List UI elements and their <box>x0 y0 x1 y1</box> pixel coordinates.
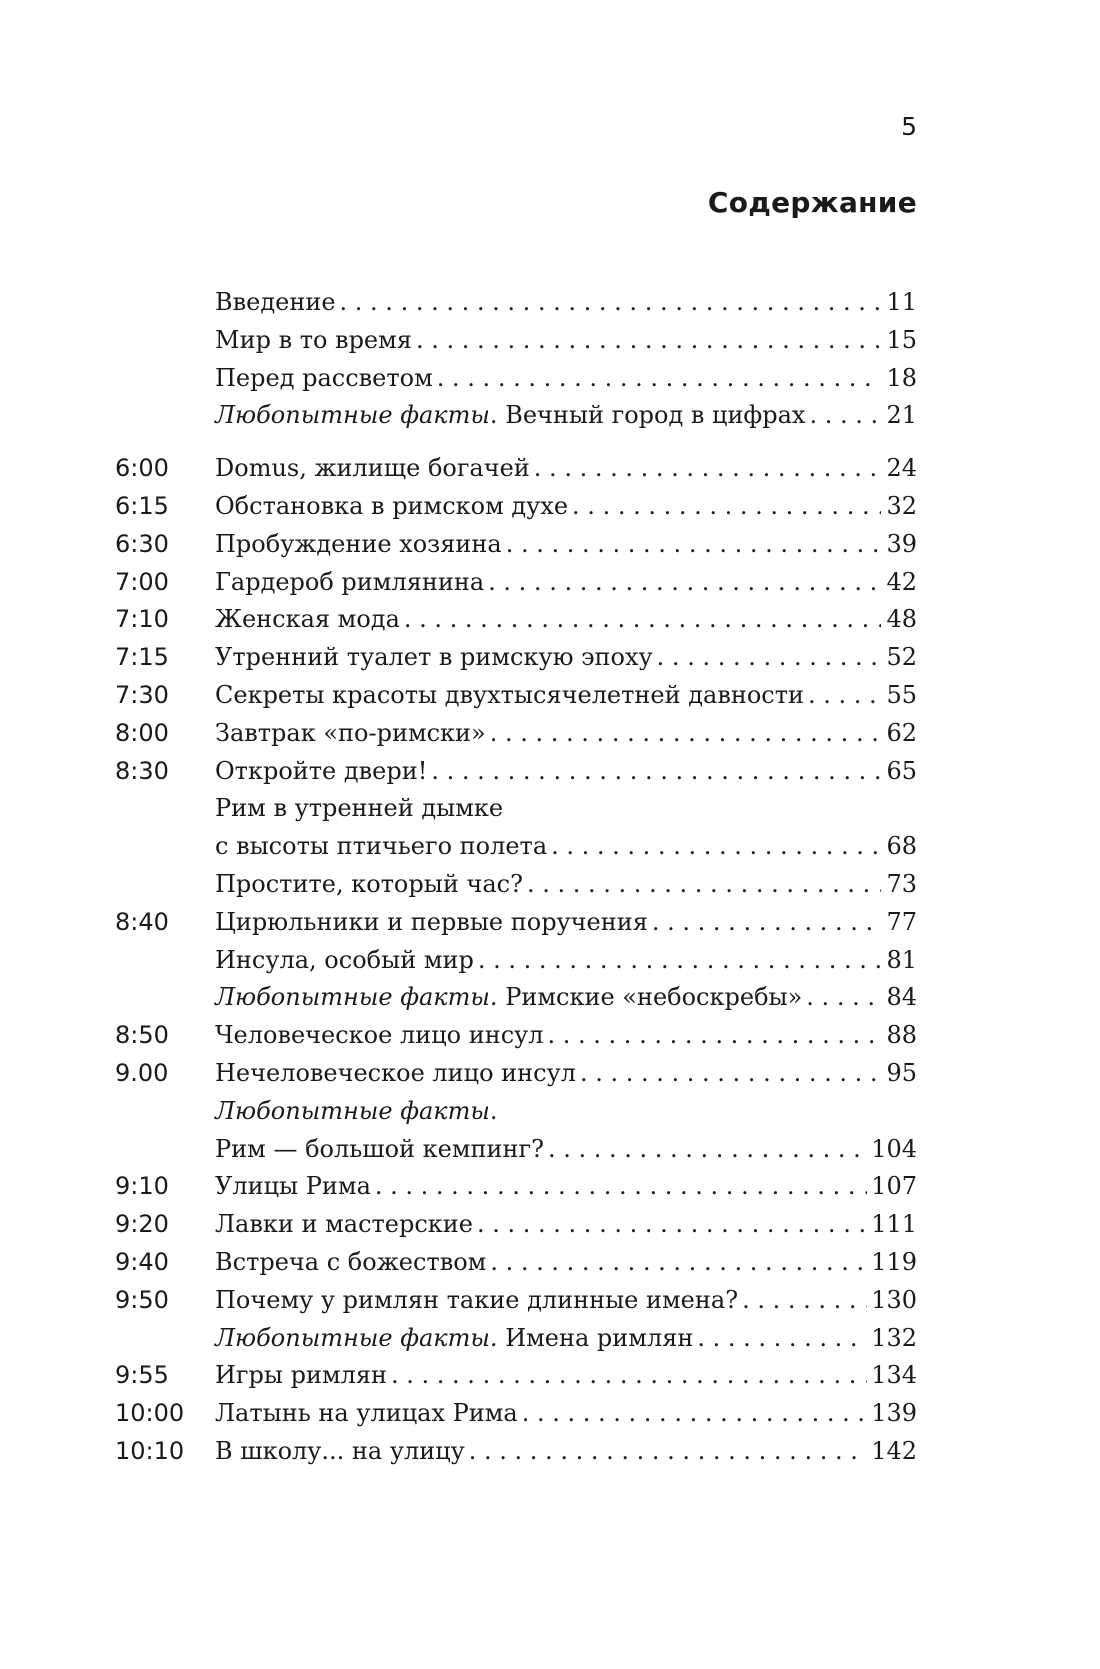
toc-entry-page: 65 <box>886 756 917 785</box>
toc-entry-title <box>215 1168 371 1206</box>
dot-leader <box>580 1055 881 1093</box>
toc-entry-title <box>215 1206 473 1244</box>
toc-entry-page: 77 <box>886 907 917 936</box>
toc-entry-time: 10:10 <box>115 1436 185 1465</box>
toc-entry <box>115 1357 917 1395</box>
toc-entry-text: Нечеловеческое лицо инсул <box>215 1058 576 1087</box>
toc-entry <box>115 488 917 526</box>
toc-entry <box>115 1168 917 1206</box>
toc-entry-title <box>215 1433 465 1471</box>
toc-entry-page: 81 <box>886 945 917 974</box>
dot-leader <box>431 753 881 791</box>
toc-entry <box>115 284 917 322</box>
toc-entry-title <box>215 601 400 639</box>
toc-entry-text: Цирюльники и первые поручения <box>215 907 648 936</box>
toc-entry <box>115 1055 917 1093</box>
dot-leader <box>488 564 881 602</box>
toc-entry-title <box>215 1320 693 1358</box>
toc-entry-page: 119 <box>871 1247 917 1276</box>
toc-entry-text: Человеческое лицо инсул <box>215 1021 544 1050</box>
toc-entry-text: Мир в то время <box>215 325 412 354</box>
toc-entry-time: 9:40 <box>115 1247 169 1276</box>
toc-entry <box>115 979 917 1017</box>
toc-entry-time: 10:00 <box>115 1399 185 1428</box>
toc-entry <box>115 397 917 435</box>
toc-entry-time: 8:50 <box>115 1021 169 1050</box>
toc-entry-title <box>215 488 568 526</box>
toc-entry-text: Простите, который час? <box>215 869 523 898</box>
table-of-contents <box>115 284 917 1471</box>
toc-entry-text: Секреты красоты двухтысячелетней давности <box>215 680 804 709</box>
toc-entry <box>115 526 917 564</box>
toc-entry <box>115 828 917 866</box>
toc-entry-text: Пробуждение хозяина <box>215 529 502 558</box>
toc-entry-title <box>215 1282 738 1320</box>
toc-entry <box>115 790 917 828</box>
dot-leader <box>534 450 881 488</box>
toc-entry <box>115 639 917 677</box>
toc-entry-title <box>215 450 530 488</box>
toc-entry-page: 24 <box>886 454 917 483</box>
dot-leader <box>506 526 881 564</box>
toc-entry <box>115 904 917 942</box>
toc-entry-text: Рим в утренней дымке <box>215 794 504 823</box>
toc-entry-time: 6:15 <box>115 491 169 520</box>
toc-entry-title <box>215 397 805 435</box>
toc-entry-time: 9.00 <box>115 1058 169 1087</box>
toc-entry-page: 84 <box>886 983 917 1012</box>
toc-entry-page: 68 <box>886 832 917 861</box>
dot-leader <box>391 1357 867 1395</box>
toc-entry-text: Утренний туалет в римскую эпоху <box>215 643 653 672</box>
toc-entry-text: Лавки и мастерские <box>215 1210 473 1239</box>
toc-entry <box>115 450 917 488</box>
toc-entry <box>115 1395 917 1433</box>
toc-entry-time: 7:15 <box>115 643 169 672</box>
toc-entry-page: 95 <box>886 1058 917 1087</box>
toc-entry-time: 7:10 <box>115 605 169 634</box>
toc-entry-text: Римские «небоскребы» <box>497 983 803 1012</box>
toc-entry-title <box>215 1244 486 1282</box>
toc-entry-title <box>215 360 433 398</box>
toc-entry-title <box>215 1395 518 1433</box>
toc-entry-title <box>215 753 427 791</box>
toc-entry-text: Игры римлян <box>215 1361 388 1390</box>
toc-entry <box>115 360 917 398</box>
toc-entry <box>115 677 917 715</box>
toc-entry-title <box>215 677 804 715</box>
toc-entry <box>115 1017 917 1055</box>
toc-entry-text: Встреча с божеством <box>215 1247 487 1276</box>
toc-entry-page: 48 <box>886 605 917 634</box>
dot-leader <box>809 397 881 435</box>
toc-entry-page: 73 <box>886 869 917 898</box>
toc-entry-page: 18 <box>886 363 917 392</box>
toc-entry-page: 88 <box>886 1021 917 1050</box>
dot-leader <box>416 322 881 360</box>
toc-entry-time: 6:30 <box>115 529 169 558</box>
dot-leader <box>551 828 881 866</box>
toc-title: Содержание <box>707 186 917 219</box>
dot-leader <box>490 1244 867 1282</box>
toc-entry-time: 8:30 <box>115 756 169 785</box>
dot-leader <box>437 360 881 398</box>
toc-entry-prefix: Любопытные факты. <box>215 1323 498 1352</box>
toc-entry <box>115 322 917 360</box>
toc-entry-text: Вечный город в цифрах <box>497 401 806 430</box>
toc-entry-prefix: Любопытные факты. <box>215 1096 498 1125</box>
toc-entry-text: с высоты птичьего полета <box>215 832 548 861</box>
toc-entry-time: 9:10 <box>115 1172 169 1201</box>
toc-entry-time: 9:55 <box>115 1361 169 1390</box>
toc-entry-text: Завтрак «по-римски» <box>215 718 486 747</box>
toc-entry-page: 15 <box>886 325 917 354</box>
toc-entry-text: Введение <box>215 288 336 316</box>
toc-entry-time: 9:20 <box>115 1210 169 1239</box>
toc-entry-page: 62 <box>886 718 917 747</box>
toc-entry-page: 130 <box>871 1285 917 1314</box>
toc-entry-title <box>215 1055 576 1093</box>
toc-entry-title <box>215 1093 498 1131</box>
toc-entry <box>115 1433 917 1471</box>
toc-entry-page: 132 <box>871 1323 917 1352</box>
dot-leader <box>490 715 881 753</box>
toc-entry-time: 8:00 <box>115 718 169 747</box>
toc-entry-page: 21 <box>886 401 917 430</box>
dot-leader <box>572 488 881 526</box>
dot-leader <box>697 1320 867 1358</box>
toc-entry-text: Латынь на улицах Рима <box>215 1399 518 1428</box>
toc-entry-text: Рим — большой кемпинг? <box>215 1134 544 1163</box>
toc-entry-page: 104 <box>871 1134 917 1163</box>
toc-entry <box>115 1244 917 1282</box>
toc-entry-time: 9:50 <box>115 1285 169 1314</box>
toc-entry-text: Domus, жилище богачей <box>215 454 530 483</box>
dot-leader <box>478 942 881 980</box>
dot-leader <box>522 1395 867 1433</box>
toc-entry <box>115 1093 917 1131</box>
toc-entry-page: 11 <box>886 288 917 316</box>
toc-entry-page: 55 <box>886 680 917 709</box>
toc-entry-page: 111 <box>871 1210 917 1239</box>
dot-leader <box>808 677 881 715</box>
toc-entry-title <box>215 284 336 322</box>
dot-leader <box>375 1168 867 1206</box>
toc-entry-title <box>215 715 486 753</box>
toc-entry-page: 142 <box>871 1436 917 1465</box>
toc-entry-prefix: Любопытные факты. <box>215 983 498 1012</box>
toc-entry-page: 107 <box>871 1172 917 1201</box>
toc-entry-text: Улицы Рима <box>215 1172 371 1201</box>
toc-entry <box>115 942 917 980</box>
toc-entry-page: 42 <box>886 567 917 596</box>
toc-entry <box>115 564 917 602</box>
toc-entry <box>115 866 917 904</box>
toc-entry-text: Перед рассветом <box>215 363 433 392</box>
dot-leader <box>657 639 881 677</box>
toc-entry <box>115 1131 917 1169</box>
toc-entry-text: Почему у римлян такие длинные имена? <box>215 1285 739 1314</box>
toc-entry-time: 8:40 <box>115 907 169 936</box>
toc-entry-time: 7:30 <box>115 680 169 709</box>
dot-leader <box>469 1433 867 1471</box>
toc-entry <box>115 1206 917 1244</box>
toc-entry-page: 139 <box>871 1399 917 1428</box>
toc-entry <box>115 715 917 753</box>
toc-entry-title <box>215 790 503 828</box>
toc-entry-title <box>215 322 412 360</box>
toc-entry <box>115 1282 917 1320</box>
dot-leader <box>404 601 881 639</box>
toc-entry-title <box>215 979 802 1017</box>
toc-entry-title <box>215 942 474 980</box>
dot-leader <box>806 979 881 1017</box>
toc-entry-title <box>215 1357 387 1395</box>
dot-leader <box>477 1206 867 1244</box>
toc-entry <box>115 753 917 791</box>
toc-entry <box>115 601 917 639</box>
toc-entry-time: 6:00 <box>115 454 169 483</box>
toc-entry-time: 7:00 <box>115 567 169 596</box>
page-number: 5 <box>901 112 917 141</box>
toc-entry-title <box>215 866 523 904</box>
dot-leader <box>548 1131 867 1169</box>
toc-entry-title <box>215 564 484 602</box>
toc-entry-page: 52 <box>886 643 917 672</box>
dot-leader <box>340 284 881 322</box>
toc-entry <box>115 1320 917 1358</box>
toc-entry-text: В школу... на улицу <box>215 1436 465 1465</box>
toc-entry-text: Гардероб римлянина <box>215 567 485 596</box>
toc-entry-title <box>215 1131 544 1169</box>
toc-entry-text: Откройте двери! <box>215 756 428 785</box>
toc-entry-page: 39 <box>886 529 917 558</box>
toc-entry-text: Инсула, особый мир <box>215 945 474 974</box>
toc-entry-title <box>215 639 653 677</box>
toc-entry-title <box>215 904 648 942</box>
toc-entry-prefix: Любопытные факты. <box>215 401 498 430</box>
toc-entry-title <box>215 1017 544 1055</box>
dot-leader <box>652 904 881 942</box>
toc-entry-text: Имена римлян <box>497 1323 694 1352</box>
toc-entry-title <box>215 526 502 564</box>
dot-leader <box>742 1282 867 1320</box>
toc-entry-title <box>215 828 547 866</box>
toc-entry-page: 134 <box>871 1361 917 1390</box>
toc-entry-page: 32 <box>886 491 917 520</box>
toc-entry-text: Обстановка в римском духе <box>215 491 569 520</box>
dot-leader <box>548 1017 881 1055</box>
dot-leader <box>527 866 881 904</box>
toc-entry-text: Женская мода <box>215 605 400 634</box>
